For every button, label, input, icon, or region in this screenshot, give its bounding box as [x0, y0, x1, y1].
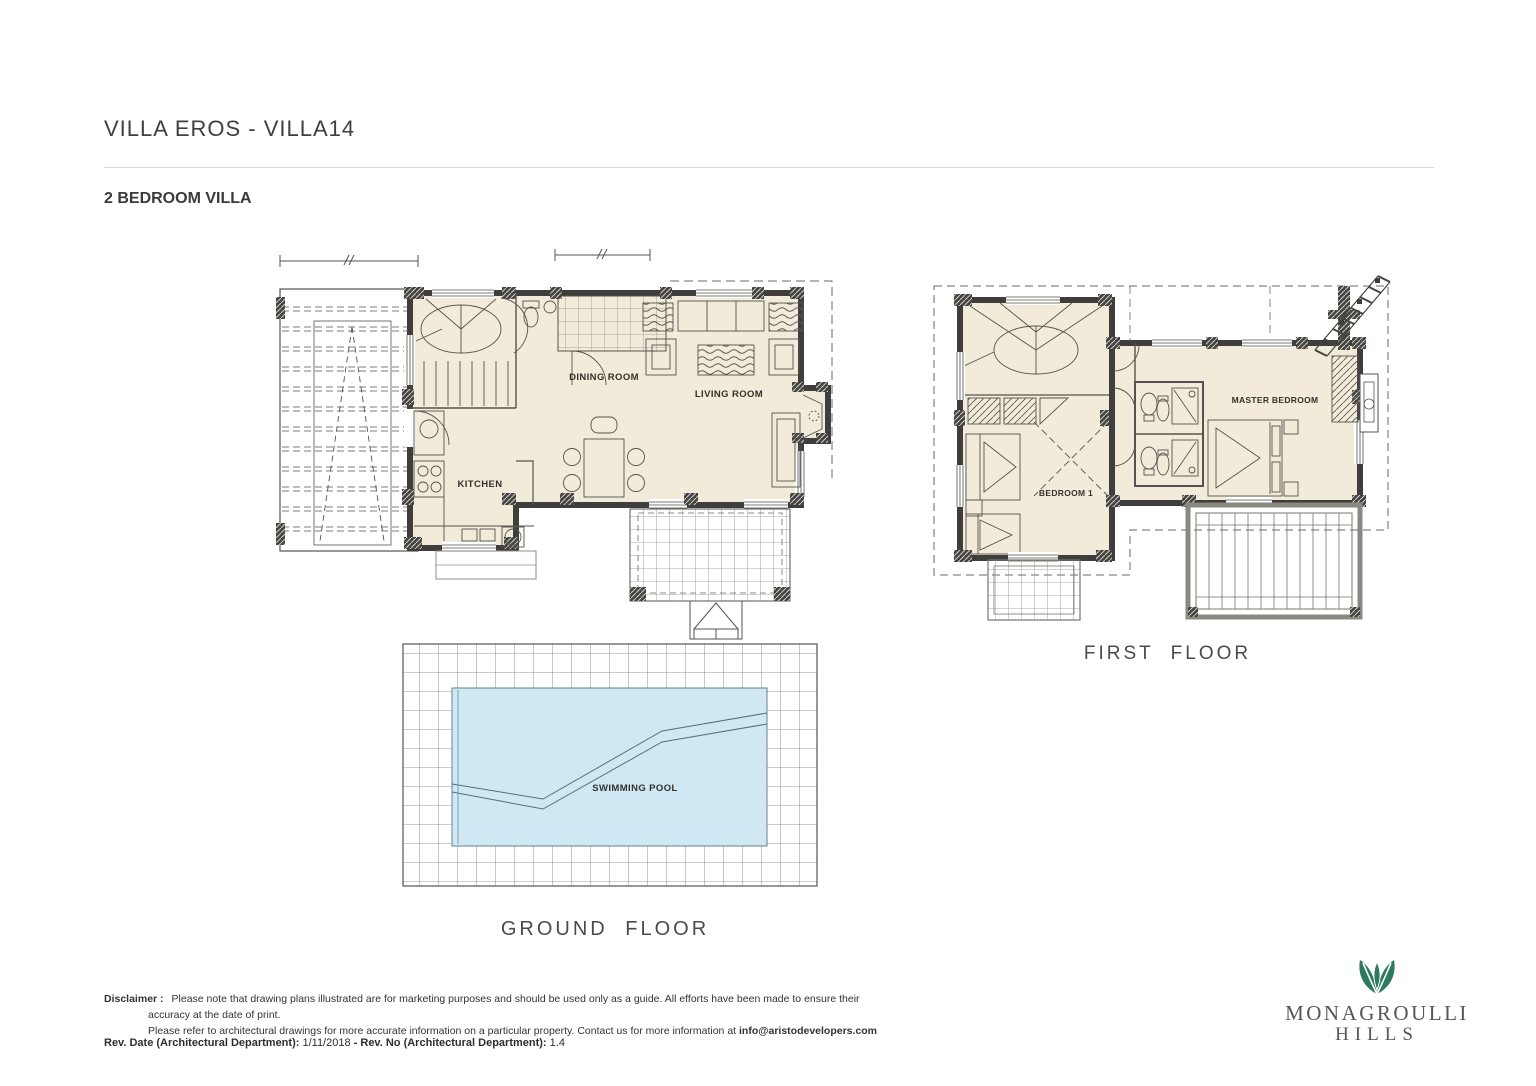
company-logo: [1262, 952, 1492, 1046]
logo-name-2: HILLS: [1335, 1024, 1419, 1045]
pool-area-plan: [400, 634, 822, 892]
dining-room-label: DINING ROOM: [569, 372, 639, 383]
coffee-table: [698, 345, 754, 375]
carport: [276, 255, 418, 551]
living-room-label: LIVING ROOM: [694, 389, 764, 400]
disclaimer-label: Disclaimer :: [104, 993, 164, 1005]
ground-floor-caption: GROUND FLOOR: [500, 918, 710, 940]
window-bay: [1360, 374, 1378, 432]
disclaimer-line1: Please note that drawing plans illustrated are for marketing purposes and should be used only as a guide. All efforts have been made to ensure their accuracy at the date of print.: [148, 993, 860, 1021]
contact-email: info@aristodevelopers.com: [739, 1025, 878, 1037]
wardrobe: [1332, 356, 1358, 422]
rev-date-label: Rev. Date (Architectural Department):: [104, 1037, 300, 1049]
page-title: VILLA EROS - VILLA14: [104, 116, 356, 141]
swimming-pool: [452, 688, 767, 846]
kitchen-label: KITCHEN: [457, 479, 503, 490]
house-ground: [402, 249, 832, 639]
first-floor-caption: FIRST FLOOR: [1083, 643, 1252, 664]
stair-tower: [954, 294, 1112, 563]
disclaimer: [104, 991, 894, 1039]
bedroom1-label: BEDROOM 1: [1038, 488, 1094, 498]
revision-line: Rev. Date (Architectural Department): 1/11/2018 - Rev. No (Architectural Department): 1.4: [104, 1037, 565, 1049]
disclaimer-line2: Please refer to architectural drawings for more accurate information on a particular property. Contact us for more information at info@aristodevelopers.com: [148, 1025, 878, 1037]
rev-no-label: Rev. No (Architectural Department):: [360, 1037, 547, 1049]
logo-name: MONAGROULLI: [1285, 1001, 1469, 1025]
patio: [630, 509, 790, 601]
balcony-master: [1188, 505, 1360, 617]
leaf-heart-icon: [1353, 952, 1401, 996]
first-floor-plan: [930, 270, 1400, 622]
master-bedroom-label: MASTER BEDROOM: [1231, 395, 1319, 405]
swimming-pool-label: SWIMMING POOL: [592, 783, 678, 794]
title-divider: [104, 167, 1434, 168]
page-subtitle: 2 BEDROOM VILLA: [104, 190, 252, 207]
master-wing: [1106, 337, 1378, 508]
balcony-small: [988, 560, 1080, 620]
ground-floor-plan: [266, 243, 846, 643]
